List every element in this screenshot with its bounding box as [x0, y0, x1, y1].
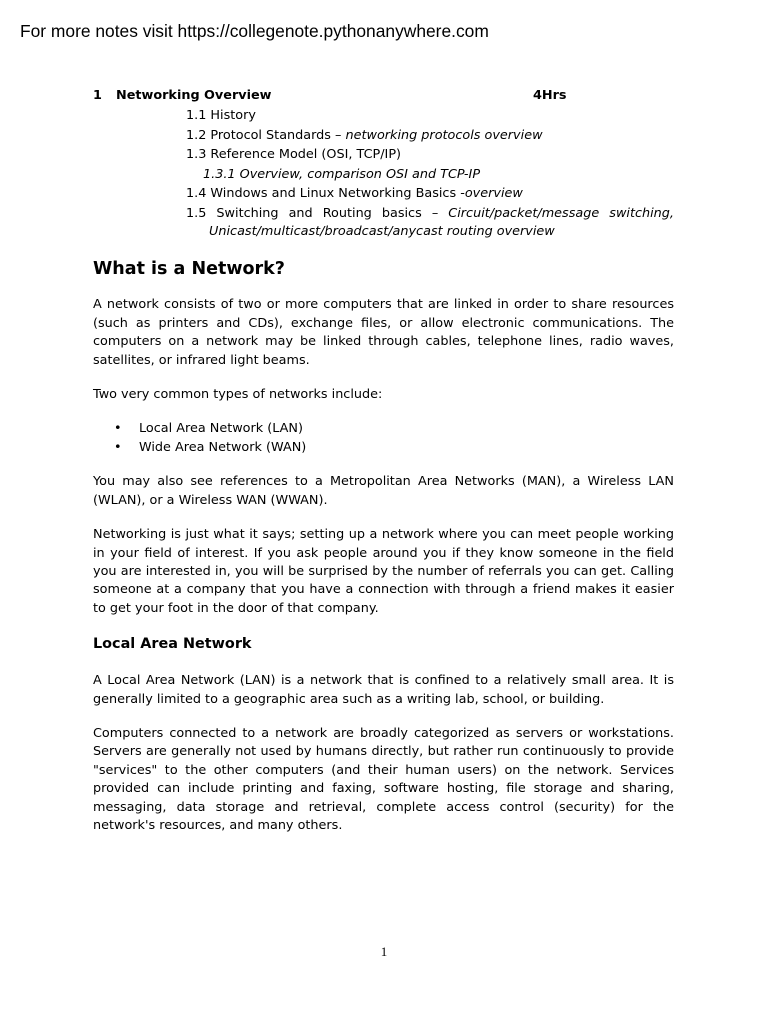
- toc-chapter-number: 1: [93, 88, 102, 103]
- site-banner: For more notes visit https://collegenote.pythonanywhere.com: [20, 21, 489, 41]
- list-item-text: Local Area Network (LAN): [139, 421, 303, 437]
- toc-item-text: 1.1 History: [186, 108, 256, 123]
- paragraph-other-networks: You may also see references to a Metropolitan Area Networks (MAN), a Wireless LAN (WLAN), or a Wireless WAN (WWAN).: [93, 474, 674, 508]
- toc-item-text: 1.5 Switching and Routing basics –: [186, 205, 449, 221]
- document-body: [93, 87, 674, 851]
- paragraph-lan-definition: A Local Area Network (LAN) is a network that is confined to a relatively small area. It is generally limited to a geographic area such as a writing lab, school, or building.: [93, 673, 674, 707]
- toc-item-text: 1.4 Windows and Linux Networking Basics -: [186, 186, 465, 201]
- list-item: [93, 439, 674, 458]
- bullet-icon: •: [114, 421, 122, 437]
- toc-item-1-4: [93, 185, 674, 205]
- paragraph-networking-people: Networking is just what it says; setting up a network where you can meet people working in your field of interest. If you ask people around you if they know someone in the field you are interested in, you will be surprised by the number of referrals you can get. Calling someone at a company that you have a connection with through a friend makes it easier to get your foot in the door of that company.: [93, 527, 674, 616]
- section-heading-lan: Local Area Network: [93, 636, 252, 653]
- toc-item-text: 1.2 Protocol Standards –: [186, 127, 346, 143]
- page-number: 1: [380, 944, 388, 959]
- toc-item-note: networking protocols overview: [345, 127, 543, 143]
- list-item-text: Wide Area Network (WAN): [139, 439, 307, 455]
- toc-item-text: 1.3 Reference Model (OSI, TCP/IP): [186, 147, 402, 162]
- toc-item-note: Circuit/packet/message switching,: [448, 205, 674, 221]
- paragraph-servers-workstations: Computers connected to a network are broadly categorized as servers or workstations. Servers are generally not used by humans directly, but rather run continuously to provide "services" to the other computers (and their human users) on the network. Services provided can include printing and faxing, software hosting, file storage and sharing, messaging, data storage and retrieval, complete access control (security) for the network's resources, and many others.: [93, 726, 674, 834]
- toc-chapter-title: Networking Overview: [116, 88, 272, 103]
- list-item: [93, 420, 674, 439]
- toc-item-text: 1.3.1 Overview, comparison OSI and TCP-IP: [203, 166, 481, 182]
- paragraph-network-definition: A network consists of two or more computers that are linked in order to share resources (such as printers and CDs), exchange files, or allow electronic communications. The computers on a network may be linked through cables, telephone lines, radio waves, satellites, or infrared light beams.: [93, 297, 674, 368]
- toc-item-note: overview: [464, 186, 523, 201]
- paragraph-network-types-intro: Two very common types of networks include:: [93, 386, 383, 402]
- toc-item-1-3: [93, 146, 674, 166]
- toc-item-continuation: Unicast/multicast/broadcast/anycast routing overview: [209, 223, 555, 239]
- toc-chapter-hours: 4Hrs: [533, 88, 567, 103]
- toc-item-1-2: [93, 127, 674, 147]
- toc-item-1-5: [93, 205, 674, 242]
- toc-item-1-1: [93, 107, 674, 127]
- network-types-list: [93, 420, 674, 457]
- bullet-icon: •: [114, 439, 122, 455]
- toc-item-1-3-1: [93, 166, 674, 186]
- section-heading-network: What is a Network?: [93, 259, 285, 280]
- toc-heading: [93, 87, 674, 107]
